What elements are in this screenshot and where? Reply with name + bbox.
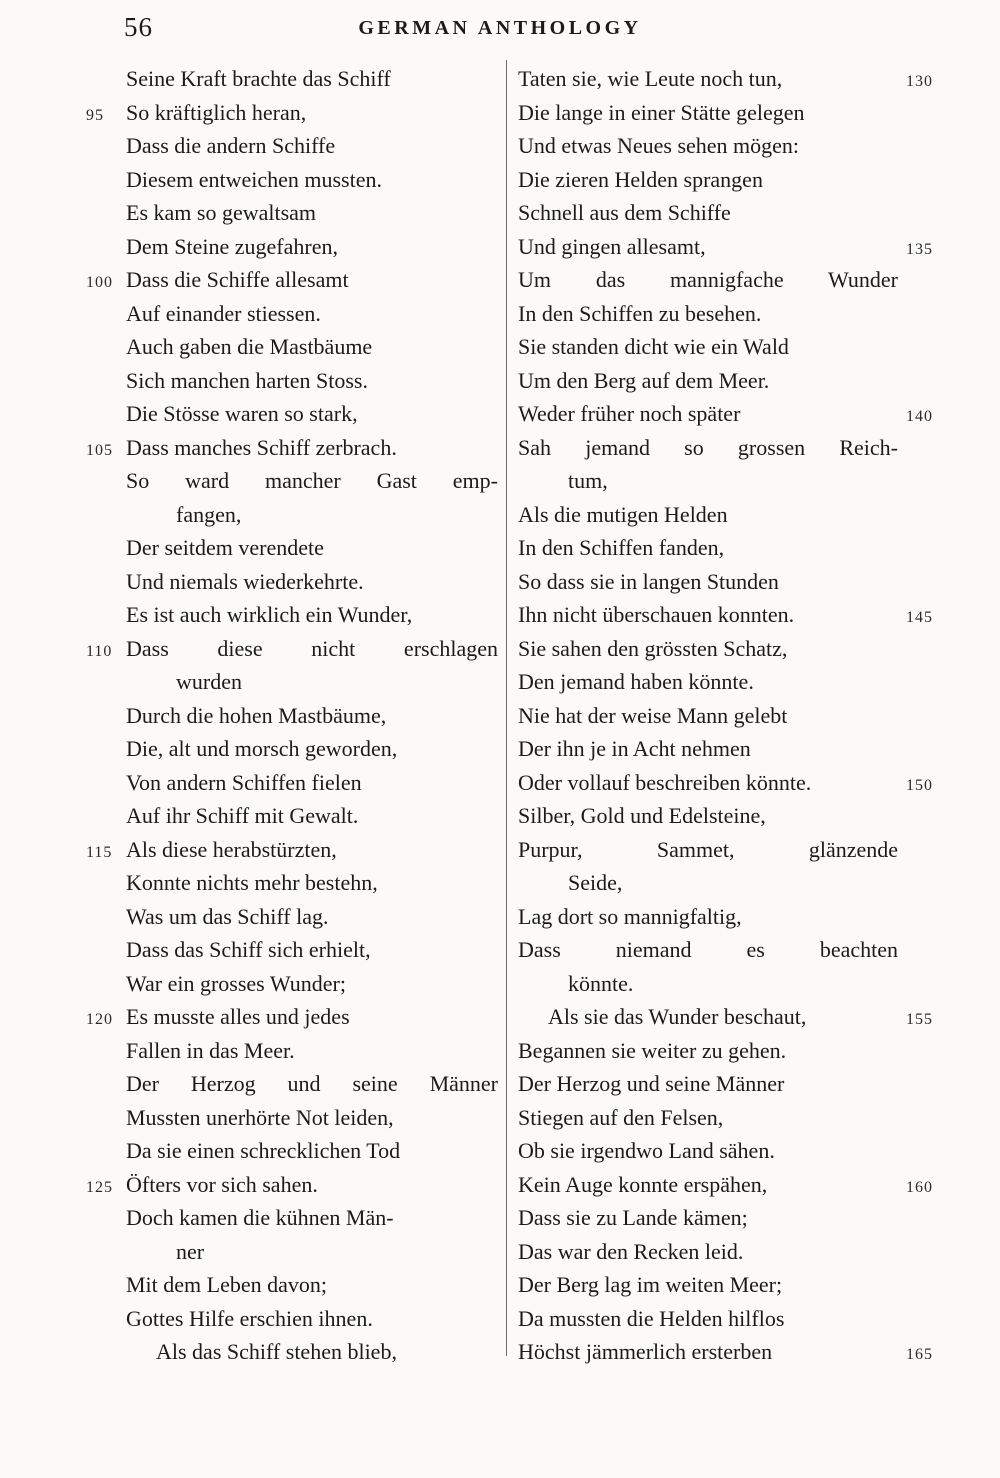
poem-line — [84, 1134, 500, 1168]
line-text: War ein grosses Wunder; — [126, 970, 346, 996]
line-text: Das war den Recken leid. — [518, 1238, 744, 1264]
line-text: Der seitdem verendete — [126, 535, 324, 560]
poem-line — [84, 598, 500, 632]
poem-line — [518, 1000, 946, 1034]
poem-line — [84, 498, 500, 532]
column-divider — [506, 60, 507, 1356]
poem-line — [84, 833, 500, 867]
poem-line — [84, 464, 500, 498]
line-text: Dem Steine zugefahren, — [126, 233, 338, 259]
line-text: So dass sie in langen Stunden — [518, 568, 779, 594]
line-text: Dass sie zu Lande kämen; — [518, 1205, 748, 1230]
line-text: Da sie einen schrecklichen Tod — [126, 1138, 401, 1163]
poem-line — [84, 431, 500, 465]
poem-line — [84, 665, 500, 699]
line-text: Fallen in das Meer. — [126, 1037, 295, 1063]
line-text: Dass die Schiffe allesamt — [126, 267, 349, 292]
poem-line — [518, 62, 946, 96]
poem-line — [84, 1034, 500, 1068]
poem-line — [84, 1335, 500, 1369]
poem-line — [84, 732, 500, 766]
poem-line — [518, 297, 946, 331]
line-text: Der ihn je in Acht nehmen — [518, 736, 751, 761]
line-text: Sie standen dicht wie ein Wald — [518, 334, 789, 359]
poem-line — [84, 1168, 500, 1202]
poem-line — [84, 1101, 500, 1135]
line-text: Silber, Gold und Edelsteine, — [518, 803, 766, 828]
line-text: Als sie das Wunder beschaut, — [548, 1004, 807, 1029]
line-text: Mit dem Leben davon; — [126, 1272, 328, 1297]
poem-line — [84, 1201, 500, 1235]
line-text: Und niemals wiederkehrte. — [126, 568, 364, 594]
poem-line — [518, 766, 946, 800]
line-text: Sich manchen harten Stoss. — [126, 367, 368, 393]
line-text: Durch die hohen Mastbäume, — [126, 702, 387, 728]
poem-line — [518, 196, 946, 230]
line-text: Der Berg lag im weiten Meer; — [518, 1272, 783, 1297]
line-number: 165 — [906, 1346, 933, 1363]
poem-line — [518, 1302, 946, 1336]
line-text: Es kam so gewaltsam — [126, 200, 317, 225]
poem-line — [518, 330, 946, 364]
poem-line — [518, 431, 946, 465]
poem-line — [84, 1268, 500, 1302]
line-text: könnte. — [568, 970, 634, 996]
poem-line — [84, 330, 500, 364]
poem-line — [518, 632, 946, 666]
line-number: 130 — [906, 73, 933, 90]
poem-line — [84, 766, 500, 800]
poem-line — [518, 699, 946, 733]
line-number: 150 — [906, 776, 933, 794]
poem-line — [84, 1067, 500, 1101]
line-text: Die lange in einer Stätte gelegen — [518, 99, 805, 125]
poem-line — [518, 1201, 946, 1235]
poem-line — [84, 397, 500, 431]
poem-line — [518, 129, 946, 163]
poem-line — [518, 1235, 946, 1269]
poem-line — [518, 833, 946, 867]
line-text: Dass diese nicht erschlagen — [126, 635, 498, 661]
line-text: So ward mancher Gast emp- — [126, 468, 498, 493]
poem-line — [84, 967, 500, 1001]
line-text: Es ist auch wirklich ein Wunder, — [126, 602, 413, 627]
line-text: ner — [176, 1238, 205, 1264]
poem-line — [518, 163, 946, 197]
line-text: In den Schiffen fanden, — [518, 535, 725, 560]
poem-line — [518, 397, 946, 431]
line-text: Dass niemand es beachten — [518, 937, 898, 962]
line-text: Die zieren Helden sprangen — [518, 166, 763, 192]
poem-line — [84, 62, 500, 96]
poem-line — [84, 1000, 500, 1034]
poem-line — [518, 230, 946, 264]
poem-line — [518, 565, 946, 599]
line-number: 105 — [86, 441, 113, 459]
line-number: 95 — [86, 106, 104, 124]
line-text: Dass die andern Schiffe — [126, 133, 336, 158]
line-text: Kein Auge konnte erspähen, — [518, 1171, 768, 1197]
line-text: Ob sie irgendwo Land sähen. — [518, 1138, 775, 1163]
line-number: 135 — [906, 240, 933, 258]
line-text: Als das Schiff stehen blieb, — [156, 1339, 397, 1364]
line-text: Auch gaben die Mastbäume — [126, 334, 373, 359]
line-text: Schnell aus dem Schiffe — [518, 200, 731, 225]
poem-line — [518, 732, 946, 766]
poem-line — [84, 699, 500, 733]
left-column — [84, 62, 500, 1369]
poem-line — [518, 1101, 946, 1135]
line-text: Nie hat der weise Mann gelebt — [518, 702, 788, 728]
line-text: tum, — [568, 468, 608, 493]
line-text: Und etwas Neues sehen mögen: — [518, 133, 800, 158]
line-text: Oder vollauf beschreiben könnte. — [518, 769, 812, 795]
poem-line — [518, 263, 946, 297]
line-text: Ihn nicht überschauen konnten. — [518, 602, 795, 627]
poem-line — [84, 196, 500, 230]
line-text: Dass das Schiff sich erhielt, — [126, 937, 371, 962]
poem-line — [518, 900, 946, 934]
line-text: Als diese herabstürzten, — [126, 836, 337, 862]
poem-line — [84, 96, 500, 130]
poem-line — [518, 967, 946, 1001]
line-text: Was um das Schiff lag. — [126, 903, 329, 929]
poem-line — [518, 364, 946, 398]
line-text: Mussten unerhörte Not leiden, — [126, 1104, 394, 1130]
poem-line — [84, 129, 500, 163]
line-text: wurden — [176, 669, 242, 694]
line-text: Dass manches Schiff zerbrach. — [126, 434, 397, 460]
poem-line — [518, 933, 946, 967]
poem-line — [518, 665, 946, 699]
poem-line — [84, 799, 500, 833]
line-text: Da mussten die Helden hilflos — [518, 1305, 785, 1331]
line-text: Die Stösse waren so stark, — [126, 401, 358, 426]
line-text: Sah jemand so grossen Reich- — [518, 434, 898, 460]
line-text: Es musste alles und jedes — [126, 1004, 350, 1029]
poem-line — [518, 1168, 946, 1202]
line-text: Die, alt und morsch geworden, — [126, 736, 398, 761]
poem-line — [84, 632, 500, 666]
line-text: Doch kamen die kühnen Män- — [126, 1205, 394, 1230]
line-text: Höchst jämmerlich ersterben — [518, 1339, 773, 1364]
line-text: Seide, — [568, 870, 623, 895]
poem-line — [84, 1302, 500, 1336]
line-text: Purpur, Sammet, glänzende — [518, 836, 898, 862]
line-text: Öfters vor sich sahen. — [126, 1171, 318, 1197]
line-text: Um den Berg auf dem Meer. — [518, 367, 770, 393]
poem-line — [518, 1335, 946, 1369]
line-number: 120 — [86, 1011, 113, 1028]
poem-line — [518, 1134, 946, 1168]
line-text: Weder früher noch später — [518, 401, 741, 426]
line-text: Der Herzog und seine Männer — [126, 1071, 498, 1096]
poem-line — [84, 230, 500, 264]
line-number: 115 — [86, 843, 113, 861]
line-text: Konnte nichts mehr bestehn, — [126, 870, 378, 895]
line-number: 160 — [906, 1178, 933, 1196]
line-text: In den Schiffen zu besehen. — [518, 300, 762, 326]
poem-line — [84, 364, 500, 398]
poem-line — [84, 297, 500, 331]
line-text: Gottes Hilfe erschien ihnen. — [126, 1305, 373, 1331]
line-number: 140 — [906, 408, 933, 425]
line-number: 155 — [906, 1011, 933, 1028]
poem-line — [84, 263, 500, 297]
poem-line — [518, 464, 946, 498]
line-text: Von andern Schiffen fielen — [126, 769, 362, 795]
poem-line — [84, 1235, 500, 1269]
line-text: Als die mutigen Helden — [518, 501, 728, 527]
line-text: Und gingen allesamt, — [518, 233, 706, 259]
right-column — [518, 62, 946, 1369]
poem-line — [84, 565, 500, 599]
line-text: Den jemand haben könnte. — [518, 669, 754, 694]
line-number: 110 — [86, 642, 113, 660]
line-text: Begannen sie weiter zu gehen. — [518, 1037, 787, 1063]
line-text: Der Herzog und seine Männer — [518, 1071, 785, 1096]
line-text: fangen, — [176, 501, 242, 527]
line-number: 145 — [906, 609, 933, 626]
poem-line — [84, 933, 500, 967]
line-text: Stiegen auf den Felsen, — [518, 1104, 724, 1130]
poem-line — [518, 866, 946, 900]
poem-line — [518, 1268, 946, 1302]
line-text: Auf ihr Schiff mit Gewalt. — [126, 803, 359, 828]
line-text: Taten sie, wie Leute noch tun, — [518, 66, 783, 91]
poem-line — [84, 900, 500, 934]
poem-line — [84, 866, 500, 900]
poem-line — [84, 531, 500, 565]
poem-line — [518, 1067, 946, 1101]
line-text: Um das mannigfache Wunder — [518, 267, 898, 292]
line-text: Lag dort so mannigfaltig, — [518, 903, 742, 929]
line-text: Seine Kraft brachte das Schiff — [126, 66, 391, 91]
line-text: Diesem entweichen mussten. — [126, 166, 382, 192]
line-text: So kräftiglich heran, — [126, 99, 307, 125]
poem-line — [518, 598, 946, 632]
line-text: Auf einander stiessen. — [126, 300, 321, 326]
poem-line — [518, 1034, 946, 1068]
page-number: 56 — [124, 12, 153, 42]
line-number: 100 — [86, 274, 113, 291]
poem-line — [518, 799, 946, 833]
poem-line — [84, 163, 500, 197]
line-number: 125 — [86, 1178, 113, 1196]
poem-line — [518, 531, 946, 565]
page-header-title: GERMAN ANTHOLOGY — [358, 17, 642, 39]
poem-line — [518, 96, 946, 130]
poem-line — [518, 498, 946, 532]
line-text: Sie sahen den grössten Schatz, — [518, 635, 788, 661]
